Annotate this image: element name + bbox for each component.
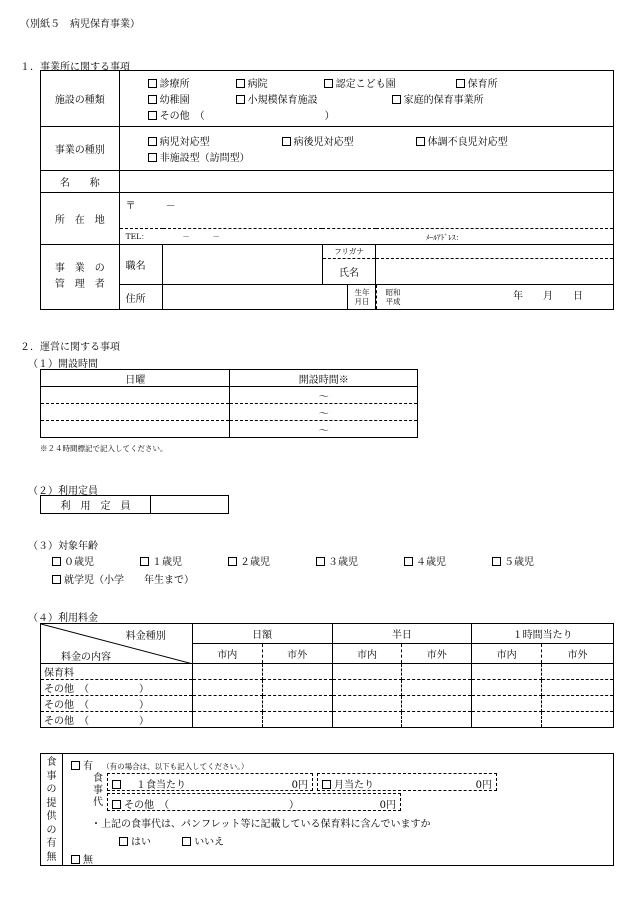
age-3-label: ３歳児 bbox=[328, 557, 358, 568]
meal-side-char: 無 bbox=[46, 851, 57, 863]
facility-kindergarten-label: 幼稚園 bbox=[159, 94, 190, 106]
meal-yes-note: （有の場合は、以下も記入してください。） bbox=[102, 762, 249, 771]
hours-day-1[interactable] bbox=[41, 387, 230, 404]
facility-small-nursery-label: 小規模保育施設 bbox=[247, 94, 318, 106]
meal-box bbox=[40, 753, 614, 866]
fee-row bbox=[41, 712, 614, 728]
facility-hospital-label: 病院 bbox=[247, 78, 268, 90]
full-name-field[interactable] bbox=[376, 259, 614, 285]
meal-question: ・上記の食事代は、パンフレット等に記載している保育料に含んでいますか bbox=[91, 819, 431, 830]
hours-day-2[interactable] bbox=[41, 404, 230, 421]
fee-row-label: その他 （ ） bbox=[41, 680, 193, 696]
fee-cell[interactable] bbox=[542, 680, 614, 696]
title-label: 職名 bbox=[119, 245, 163, 285]
fee-cell[interactable] bbox=[402, 664, 472, 680]
fee-cell[interactable] bbox=[402, 680, 472, 696]
fee-daily-out: 市外 bbox=[262, 644, 332, 664]
fee-cell[interactable] bbox=[262, 680, 332, 696]
hours-time-1[interactable]: ～ bbox=[230, 387, 418, 404]
fee-cell[interactable] bbox=[332, 664, 402, 680]
fee-cell[interactable] bbox=[332, 696, 402, 712]
facility-other-checkbox[interactable] bbox=[148, 111, 157, 120]
meal-per-meal-box[interactable] bbox=[107, 773, 313, 791]
age-1-checkbox[interactable] bbox=[140, 557, 149, 566]
meal-per-meal-label: １食当たり bbox=[136, 780, 186, 791]
age-heading: （３）対象年齢 bbox=[28, 541, 98, 552]
facility-kindergarten-checkbox[interactable] bbox=[148, 95, 157, 104]
residence-label: 住所 bbox=[119, 285, 163, 310]
fee-cell[interactable] bbox=[262, 712, 332, 728]
meal-per-meal-checkbox[interactable] bbox=[112, 780, 121, 789]
fee-cell[interactable] bbox=[332, 712, 402, 728]
hours-note: ※２４時間標記で記入してください。 bbox=[40, 444, 168, 453]
fee-table bbox=[40, 623, 614, 728]
fee-cell[interactable] bbox=[472, 696, 542, 712]
facility-other-label: その他 （ ） bbox=[159, 110, 335, 122]
meal-per-month-box[interactable] bbox=[317, 773, 497, 791]
hours-time-3[interactable]: ～ bbox=[230, 421, 418, 438]
age-0-checkbox[interactable] bbox=[52, 557, 61, 566]
era-showa: 昭和 bbox=[385, 288, 401, 297]
facility-nursery-label: 保育所 bbox=[467, 78, 498, 90]
capacity-table bbox=[40, 495, 229, 514]
meal-side-label bbox=[41, 754, 63, 865]
fee-cell[interactable] bbox=[332, 680, 402, 696]
meal-cost-char: 事 bbox=[93, 785, 103, 796]
age-4-checkbox[interactable] bbox=[404, 557, 413, 566]
fee-cell[interactable] bbox=[542, 712, 614, 728]
fee-col-halfday: 半日 bbox=[332, 624, 472, 644]
fee-daily-in: 市内 bbox=[192, 644, 262, 664]
attachment-label: （別紙５ 病児保育事業） bbox=[20, 19, 140, 30]
address-label: 所 在 地 bbox=[41, 193, 120, 245]
meal-yes-label: 有 bbox=[83, 761, 93, 772]
meal-side-char: 事 bbox=[46, 770, 57, 782]
fee-heading: （４）利用料金 bbox=[28, 613, 98, 624]
meal-yes-checkbox[interactable] bbox=[71, 761, 80, 770]
business-sick-label: 病児対応型 bbox=[159, 136, 210, 148]
name-field[interactable] bbox=[119, 171, 613, 193]
meal-side-char: の bbox=[46, 784, 57, 795]
meal-answer-yes-checkbox[interactable] bbox=[119, 837, 128, 846]
capacity-field[interactable] bbox=[151, 496, 229, 514]
fee-cell[interactable] bbox=[192, 664, 262, 680]
facility-type-label: 施設の種類 bbox=[41, 71, 120, 127]
meal-no-checkbox[interactable] bbox=[71, 855, 80, 864]
facility-clinic-checkbox[interactable] bbox=[148, 79, 157, 88]
meal-per-meal-yen: 0円 bbox=[291, 780, 308, 791]
meal-answer-no-label: いいえ bbox=[194, 837, 225, 848]
fee-row bbox=[41, 696, 614, 712]
meal-other-yen: 0円 bbox=[379, 800, 396, 811]
fee-hour-out: 市外 bbox=[542, 644, 614, 664]
age-5-checkbox[interactable] bbox=[492, 557, 501, 566]
fee-row-label: その他 （ ） bbox=[41, 696, 193, 712]
furigana-label: フリガナ bbox=[322, 245, 376, 259]
facility-home-nursery-label: 家庭的保育事業所 bbox=[403, 94, 484, 106]
meal-side-char: 食 bbox=[46, 757, 57, 768]
fee-cell[interactable] bbox=[402, 696, 472, 712]
fee-cell[interactable] bbox=[542, 696, 614, 712]
full-name-label: 氏名 bbox=[322, 259, 376, 285]
age-school-checkbox[interactable] bbox=[52, 575, 61, 584]
fee-row bbox=[41, 680, 614, 696]
meal-per-month-label: 月当たり bbox=[334, 780, 374, 791]
fee-cell[interactable] bbox=[542, 664, 614, 680]
hours-col-time: 開設時間※ bbox=[230, 370, 418, 387]
meal-side-char: の bbox=[46, 824, 57, 836]
hours-day-3[interactable] bbox=[41, 421, 230, 438]
meal-no-label: 無 bbox=[83, 855, 93, 866]
business-visiting-label: 非施設型（訪問型） bbox=[159, 152, 250, 164]
facility-nursery-checkbox[interactable] bbox=[456, 79, 465, 88]
facility-hospital-checkbox[interactable] bbox=[236, 79, 245, 88]
postal-mark: 〒 － bbox=[125, 201, 176, 212]
hours-heading: （１）開設時間 bbox=[28, 359, 98, 370]
age-5-label: ５歳児 bbox=[504, 557, 534, 568]
age-2-label: ２歳児 bbox=[240, 557, 270, 568]
era-heisei: 平成 bbox=[385, 297, 401, 306]
capacity-label: 利 用 定 員 bbox=[41, 496, 151, 514]
dob-label-1: 生年 bbox=[354, 288, 370, 297]
hours-time-2[interactable]: ～ bbox=[230, 404, 418, 421]
name-label: 名 称 bbox=[41, 171, 120, 193]
manager-label-2: 管 理 者 bbox=[54, 279, 105, 290]
meal-side-char: 有 bbox=[46, 838, 57, 849]
business-unwell-label: 体調不良児対応型 bbox=[427, 136, 508, 148]
business-sick-checkbox[interactable] bbox=[148, 137, 157, 146]
meal-side-char: 提 bbox=[46, 797, 57, 809]
section-1-heading: １．事業所に関する事項 bbox=[20, 62, 130, 73]
business-visiting-checkbox[interactable] bbox=[148, 153, 157, 162]
meal-answer-no-checkbox[interactable] bbox=[182, 837, 191, 846]
age-1-label: １歳児 bbox=[152, 557, 182, 568]
facility-kodomoen-checkbox[interactable] bbox=[324, 79, 333, 88]
fee-row-label: 保育料 bbox=[41, 664, 193, 680]
fee-row-label: その他 （ ） bbox=[41, 712, 193, 728]
business-recovery-checkbox[interactable] bbox=[282, 137, 291, 146]
meal-answer-yes-label: はい bbox=[131, 837, 151, 848]
hours-table bbox=[40, 369, 418, 438]
title-field[interactable] bbox=[163, 245, 322, 285]
fee-cell[interactable] bbox=[262, 664, 332, 680]
section-2-heading: ２．運営に関する事項 bbox=[20, 342, 120, 353]
age-school-label: 就学児（小学 年生まで） bbox=[64, 575, 194, 586]
dob-label-2: 月日 bbox=[354, 297, 370, 306]
email-label: ﾒｰﾙｱﾄﾞﾚｽ： bbox=[425, 233, 464, 242]
age-2-checkbox[interactable] bbox=[228, 557, 237, 566]
residence-field[interactable] bbox=[163, 285, 347, 309]
hours-col-day: 日曜 bbox=[41, 370, 230, 387]
facility-clinic-label: 診療所 bbox=[159, 78, 190, 90]
facility-small-nursery-checkbox[interactable] bbox=[236, 95, 245, 104]
fee-cell[interactable] bbox=[472, 712, 542, 728]
business-recovery-label: 病後児対応型 bbox=[293, 136, 354, 148]
age-0-label: ０歳児 bbox=[64, 557, 94, 568]
age-4-label: ４歳児 bbox=[416, 557, 446, 568]
fee-cell[interactable] bbox=[262, 696, 332, 712]
meal-other-box[interactable] bbox=[107, 793, 401, 811]
dob-field[interactable]: 年 月 日 bbox=[513, 291, 583, 302]
fee-cell[interactable] bbox=[472, 680, 542, 696]
business-unwell-checkbox[interactable] bbox=[416, 137, 425, 146]
fee-half-in: 市内 bbox=[332, 644, 402, 664]
facility-kodomoen-label: 認定こども園 bbox=[335, 78, 396, 90]
meal-cost-char: 代 bbox=[93, 797, 103, 808]
fee-content-label: 料金の内容 bbox=[61, 652, 111, 663]
manager-label-1: 事 業 の bbox=[54, 263, 105, 274]
fee-hour-in: 市内 bbox=[472, 644, 542, 664]
furigana-field[interactable] bbox=[376, 245, 614, 259]
capacity-heading: （２）利用定員 bbox=[28, 486, 98, 497]
meal-cost-char: 食 bbox=[93, 773, 103, 784]
meal-per-month-yen: 0円 bbox=[475, 780, 492, 791]
fee-col-daily: 日額 bbox=[192, 624, 332, 644]
fee-row bbox=[41, 664, 614, 680]
facility-home-nursery-checkbox[interactable] bbox=[392, 95, 401, 104]
meal-cost-label bbox=[91, 771, 105, 811]
postal-field[interactable] bbox=[119, 193, 613, 229]
fee-cell[interactable] bbox=[402, 712, 472, 728]
meal-per-month-checkbox[interactable] bbox=[322, 780, 331, 789]
tel-label: TEL： － － bbox=[125, 232, 220, 241]
meal-side-char: 供 bbox=[46, 811, 57, 822]
meal-other-label: その他 （ ） bbox=[124, 800, 299, 811]
fee-col-hourly: １時間当たり bbox=[472, 624, 614, 644]
fee-cell[interactable] bbox=[192, 712, 262, 728]
fee-cell[interactable] bbox=[192, 696, 262, 712]
fee-half-out: 市外 bbox=[402, 644, 472, 664]
meal-other-checkbox[interactable] bbox=[112, 800, 121, 809]
business-type-label: 事業の種別 bbox=[41, 127, 120, 171]
age-3-checkbox[interactable] bbox=[316, 557, 325, 566]
fee-cell[interactable] bbox=[192, 680, 262, 696]
fee-kind-label: 料金種別 bbox=[125, 631, 166, 642]
fee-cell[interactable] bbox=[472, 664, 542, 680]
business-info-table bbox=[40, 70, 614, 310]
